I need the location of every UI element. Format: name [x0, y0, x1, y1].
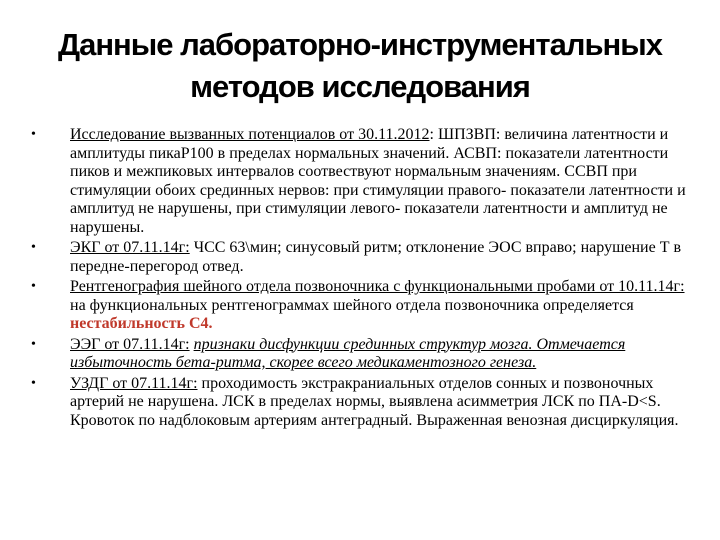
item-text: ЧСС 63\мин; синусовый ритм; отклонение ЭОС вправо; нарушение Т в передне-перегород отвед.: [70, 239, 682, 275]
slide-title: [20, 24, 700, 108]
item-lead: ЭЭГ от 07.11.14г:: [70, 335, 190, 353]
list-item: [0, 126, 720, 237]
bullet-icon: •: [31, 375, 36, 391]
item-italic-text: признаки дисфункции срединных структур мозга. Отмечается избыточность бета-ритма, скорее всего медикаментозного генеза.: [70, 335, 626, 371]
item-text: на функциональных рентгенограммах шейного отдела позвоночника определяется: [70, 296, 634, 314]
item-lead: Рентгенография шейного отдела позвоночника с функциональными пробами от 10.11.14г:: [70, 278, 685, 295]
list-item: [0, 336, 720, 373]
item-text: проходимость экстракраниальных отделов сонных и позвоночных артерий не нарушена. ЛСК в пределах нормы, выявлена асимметрия ЛСК по ПА-D<S. Кровоток по надблоковым артериям антеградный. Выраженная венозная дисциркуляция.: [70, 374, 679, 429]
item-highlight: нестабильность С4.: [70, 315, 213, 332]
title-line-2: методов исследования: [190, 69, 530, 104]
item-lead: ЭКГ от 07.11.14г:: [70, 239, 190, 256]
bullet-icon: •: [31, 240, 36, 255]
item-lead: УЗДГ от 07.11.14г:: [70, 374, 198, 392]
item-lead: Исследование вызванных потенциалов от 30.11.2012: [70, 126, 430, 143]
item-text: : ШПЗВП: величина латентности и амплитуды пикаP100 в пределах нормальных значений. АСВП: показатели латентности пиков и межпиковых интервалов соотвествуют нормальным значениям. ССВП при стимуляции обоих срединных нервов: при стимуляции правого- показатели латентности и амплитуд не нарушены, при стимуляции левого- показатели латентности и амплитуд не нарушены.: [70, 126, 686, 236]
bullet-icon: •: [31, 336, 36, 352]
list-item: [0, 375, 720, 431]
bullet-icon: •: [31, 127, 36, 142]
title-line-1: Данные лабораторно-инструментальных: [58, 27, 662, 62]
list-item: [0, 278, 720, 334]
list-item: [0, 239, 720, 276]
bullet-icon: •: [31, 279, 36, 294]
bullet-list: [0, 126, 720, 432]
